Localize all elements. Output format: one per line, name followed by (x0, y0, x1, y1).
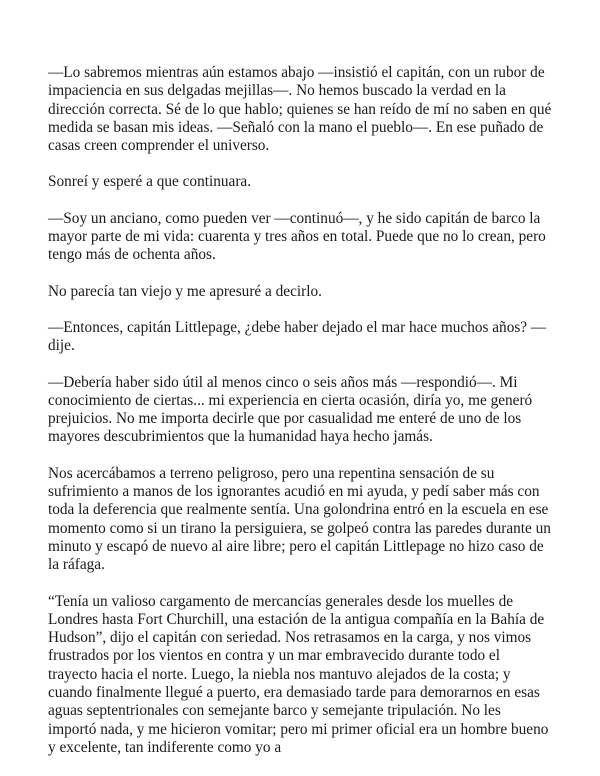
paragraph: —Soy un anciano, como pueden ver —continuó—, y he sido capitán de barco la mayor parte de mi vida: cuarenta y tres años en total. Puede que no lo crean, pero tengo más de ochenta años. (48, 209, 546, 264)
paragraph: Nos acercábamos a terreno peligroso, pero una repentina sensación de su sufrimiento a manos de los ignorantes acudió en mi ayuda, y pedí saber más con toda la deferencia que realmente sentía. Una golondrina entró en la escuela en ese momento como si un tirano la persiguiera, se golpeó contra las paredes durante un minuto y escapó de nuevo al aire libre; pero el capitán Littlepage no hizo caso de la ráfaga. (48, 464, 551, 574)
paragraph: Sonreí y esperé a que continuara. (48, 173, 252, 191)
paragraph: —Lo sabremos mientras aún estamos abajo —insistió el capitán, con un rubor de impaciencia en sus delgadas mejillas—. No hemos buscado la verdad en la dirección correcta. Sé de lo que hablo; quienes se han reído de mí no saben en qué medida se basan mis ideas. —Señaló con la mano el pueblo—. En ese puñado de casas creen comprender el universo. (48, 64, 552, 155)
document-page (48, 64, 552, 775)
paragraph: —Debería haber sido útil al menos cinco o seis años más —respondió—. Mi conocimiento de ciertas... mi experiencia en cierta ocasión, diría yo, me generó prejuicios. No me importa decirle que por casualidad me enteré de uno de los mayores descubrimientos que la humanidad haya hecho jamás. (48, 373, 533, 446)
paragraph: “Tenía un valioso cargamento de mercancías generales desde los muelles de Londres hasta Fort Churchill, una estación de la antigua compañía en la Bahía de Hudson”, dijo el capitán con seriedad. Nos retrasamos en la carga, y nos vimos frustrados por los vientos en contra y un mar embravecido durante todo el trayecto hacia el norte. Luego, la niebla nos mantuvo alejados de la costa; y cuando finalmente llegué a puerto, era demasiado tarde para demorarnos en esas aguas septentrionales con semejante barco y semejante tripulación. No les importó nada, y me hicieron vomitar; pero mi primer oficial era un hombre bueno y excelente, tan indiferente como yo a (48, 592, 549, 756)
paragraph: —Entonces, capitán Littlepage, ¿debe haber dejado el mar hace muchos años? —dije. (48, 318, 547, 355)
paragraph: No parecía tan viejo y me apresuré a decirlo. (48, 282, 322, 300)
